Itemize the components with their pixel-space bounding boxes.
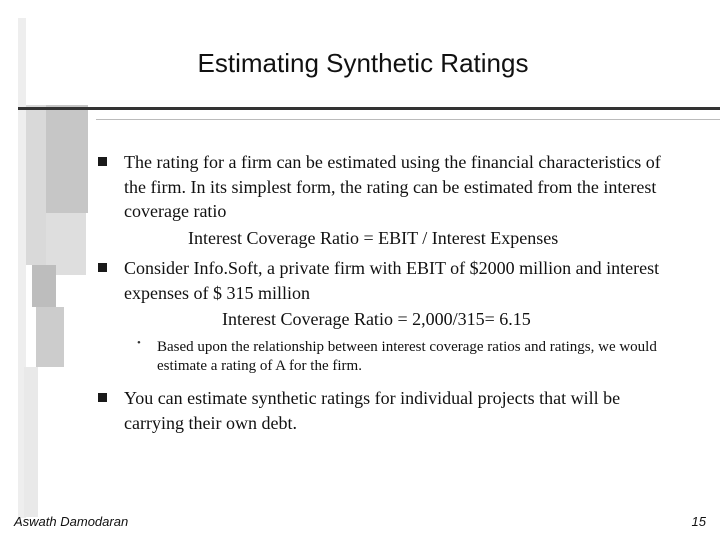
decorative-strip <box>26 105 46 265</box>
title-divider-secondary <box>96 119 720 120</box>
bullet-text: The rating for a firm can be estimated using the financial characteristics of the firm. In its simplest form, the rating can be estimated from the interest coverage ratio <box>124 152 661 221</box>
square-bullet-icon <box>98 393 107 402</box>
title-divider <box>18 107 720 110</box>
sub-bullet-text: Based upon the relationship between interest coverage ratios and ratings, we would estimate a rating of A for the firm. <box>157 339 657 374</box>
bullet-text: Consider Info.Soft, a private firm with EBIT of $2000 million and interest expenses of $ 315 million <box>124 258 660 303</box>
square-bullet-icon <box>98 157 107 166</box>
bullet-text: You can estimate synthetic ratings for individual projects that will be carrying their own debt. <box>124 388 621 433</box>
page-number: 15 <box>691 514 706 529</box>
formula-coverage-calculation: Interest Coverage Ratio = 2,000/315= 6.15 <box>222 309 531 329</box>
square-bullet-icon <box>98 263 107 272</box>
formula-coverage-definition: Interest Coverage Ratio = EBIT / Interest Expenses <box>188 228 559 248</box>
sub-bullet-dot-icon: • <box>137 337 141 349</box>
decorative-strip <box>36 307 64 367</box>
slide-title: Estimating Synthetic Ratings <box>197 48 529 78</box>
decorative-strip <box>24 367 38 517</box>
decorative-strip <box>46 105 88 213</box>
decorative-strip <box>32 265 56 307</box>
footer-author: Aswath Damodaran <box>14 514 129 529</box>
